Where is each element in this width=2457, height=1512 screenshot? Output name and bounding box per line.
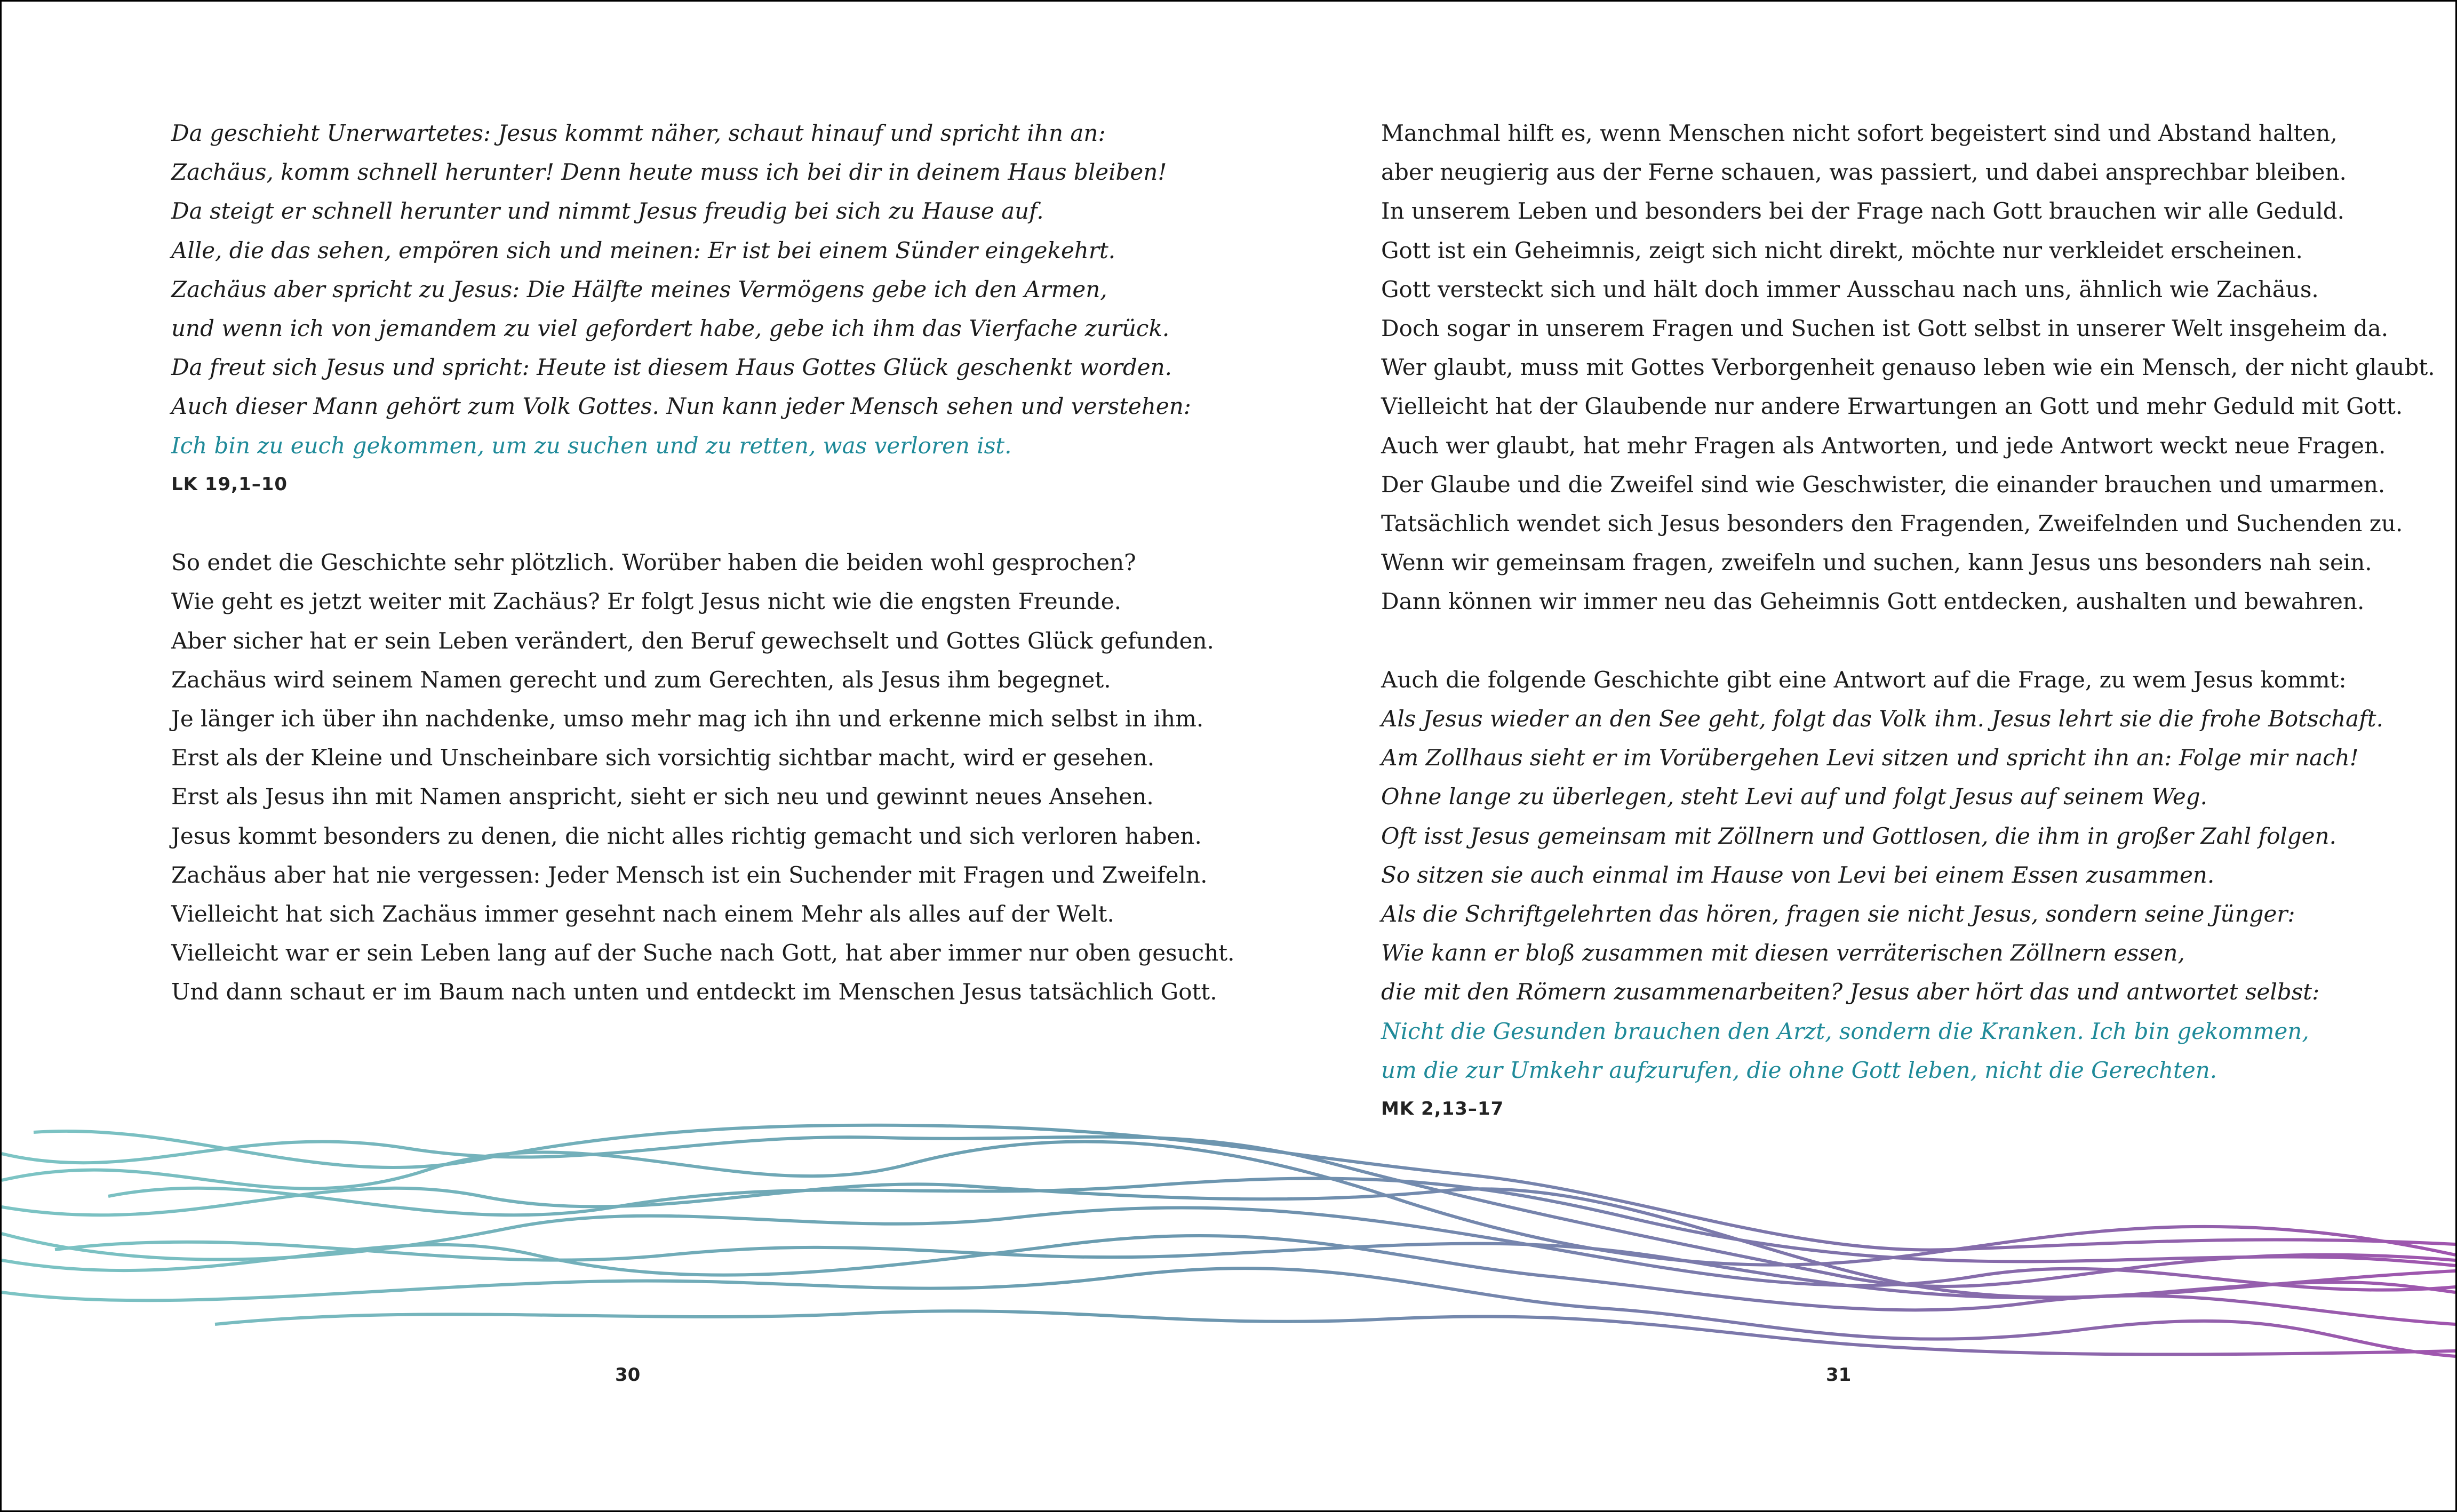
quote-line: Auch dieser Mann gehört zum Volk Gottes. Nun kann jeder Mensch sehen und verstehen: (171, 393, 1191, 420)
body-line: Erst als Jesus ihn mit Namen anspricht, sieht er sich neu und gewinnt neues Ansehen. (171, 783, 1154, 810)
quote-line: Als Jesus wieder an den See geht, folgt das Volk ihm. Jesus lehrt sie die frohe Botschaft. (1381, 706, 2383, 732)
body-line: In unserem Leben und besonders bei der Frage nach Gott brauchen wir alle Geduld. (1381, 198, 2344, 225)
body-line: Manchmal hilft es, wenn Menschen nicht sofort begeistert sind und Abstand halten, (1381, 120, 2338, 146)
quote-line: Wie kann er bloß zusammen mit diesen verräterischen Zöllnern essen, (1381, 940, 2185, 966)
body-line: Vielleicht hat der Glaubende nur andere Erwartungen an Gott und mehr Geduld mit Gott. (1381, 393, 2403, 420)
quote-line: Da freut sich Jesus und spricht: Heute ist diesem Haus Gottes Glück geschenkt worden. (171, 354, 1172, 381)
quote-line: Da geschieht Unerwartetes: Jesus kommt näher, schaut hinauf und spricht ihn an: (171, 120, 1106, 146)
quote-line: und wenn ich von jemandem zu viel gefordert habe, gebe ich ihm das Vierfache zurück. (171, 315, 1170, 342)
page-number: 31 (1826, 1364, 1852, 1386)
right-page-text (1381, 114, 2435, 1129)
highlight-quote: Nicht die Gesunden brauchen den Arzt, sondern die Kranken. Ich bin gekommen, (1381, 1018, 2309, 1044)
body-line: So endet die Geschichte sehr plötzlich. Worüber haben die beiden wohl gesprochen? (171, 549, 1136, 576)
body-line: Wie geht es jetzt weiter mit Zachäus? Er folgt Jesus nicht wie die engsten Freunde. (171, 588, 1121, 615)
body-line: Wer glaubt, muss mit Gottes Verborgenheit genauso leben wie ein Mensch, der nicht glaubt. (1381, 354, 2435, 381)
bible-reference: MK 2,13–17 (1381, 1098, 1504, 1120)
left-page-text (171, 114, 1235, 1012)
body-line: Dann können wir immer neu das Geheimnis Gott entdecken, aushalten und bewahren. (1381, 588, 2365, 615)
quote-line: So sitzen sie auch einmal im Hause von Levi bei einem Essen zusammen. (1381, 861, 2215, 888)
body-line: Jesus kommt besonders zu denen, die nicht alles richtig gemacht und sich verloren haben. (171, 822, 1202, 849)
body-line: Vielleicht war er sein Leben lang auf der Suche nach Gott, hat aber immer nur oben gesucht. (171, 940, 1235, 966)
page-number: 30 (615, 1364, 641, 1386)
body-line: Gott ist ein Geheimnis, zeigt sich nicht direkt, möchte nur verkleidet erscheinen. (1381, 237, 2303, 263)
body-line: aber neugierig aus der Ferne schauen, was passiert, und dabei ansprechbar bleiben. (1381, 159, 2347, 186)
quote-line: Zachäus aber spricht zu Jesus: Die Hälfte meines Vermögens gebe ich den Armen, (171, 276, 1107, 302)
body-line: Auch wer glaubt, hat mehr Fragen als Antworten, und jede Antwort weckt neue Fragen. (1381, 432, 2386, 459)
quote-line: Alle, die das sehen, empören sich und meinen: Er ist bei einem Sünder eingekehrt. (171, 237, 1116, 263)
body-line: Aber sicher hat er sein Leben verändert, den Beruf gewechselt und Gottes Glück gefunden. (171, 627, 1214, 654)
body-line: Doch sogar in unserem Fragen und Suchen ist Gott selbst in unserer Welt insgeheim da. (1381, 315, 2389, 342)
body-line: Tatsächlich wendet sich Jesus besonders den Fragenden, Zweifelnden und Suchenden zu. (1381, 510, 2403, 537)
quote-line: Zachäus, komm schnell herunter! Denn heute muss ich bei dir in deinem Haus bleiben! (171, 159, 1167, 186)
body-line: Zachäus aber hat nie vergessen: Jeder Mensch ist ein Suchender mit Fragen und Zweifeln. (171, 861, 1208, 888)
body-line: Und dann schaut er im Baum nach unten und entdeckt im Menschen Jesus tatsächlich Gott. (171, 979, 1217, 1005)
body-line: Der Glaube und die Zweifel sind wie Geschwister, die einander brauchen und umarmen. (1381, 471, 2386, 498)
intro-line: Auch die folgende Geschichte gibt eine Antwort auf die Frage, zu wem Jesus kommt: (1381, 666, 2347, 693)
quote-line: Da steigt er schnell herunter und nimmt Jesus freudig bei sich zu Hause auf. (171, 198, 1044, 225)
body-line: Vielleicht hat sich Zachäus immer gesehnt nach einem Mehr als alles auf der Welt. (171, 901, 1114, 927)
bible-reference: LK 19,1–10 (171, 473, 288, 495)
quote-line: Am Zollhaus sieht er im Vorübergehen Levi sitzen und spricht ihn an: Folge mir nach! (1381, 745, 2359, 771)
quote-line: Ohne lange zu überlegen, steht Levi auf und folgt Jesus auf seinem Weg. (1381, 783, 2207, 810)
quote-line: Als die Schriftgelehrten das hören, fragen sie nicht Jesus, sondern seine Jünger: (1381, 901, 2295, 927)
body-line: Erst als der Kleine und Unscheinbare sich vorsichtig sichtbar macht, wird er gesehen. (171, 745, 1155, 771)
highlight-quote: um die zur Umkehr aufzurufen, die ohne Gott leben, nicht die Gerechten. (1381, 1057, 2217, 1083)
body-line: Zachäus wird seinem Namen gerecht und zum Gerechten, als Jesus ihm begegnet. (171, 666, 1111, 693)
body-line: Gott versteckt sich und hält doch immer Ausschau nach uns, ähnlich wie Zachäus. (1381, 276, 2319, 302)
body-line: Wenn wir gemeinsam fragen, zweifeln und suchen, kann Jesus uns besonders nah sein. (1381, 549, 2372, 576)
quote-line: die mit den Römern zusammenarbeiten? Jesus aber hört das und antwortet selbst: (1381, 979, 2320, 1005)
wave-lines-decoration (2, 1100, 2455, 1388)
quote-line: Oft isst Jesus gemeinsam mit Zöllnern und Gottlosen, die ihm in großer Zahl folgen. (1381, 822, 2336, 849)
body-line: Je länger ich über ihn nachdenke, umso mehr mag ich ihn und erkenne mich selbst in ihm. (171, 706, 1204, 732)
highlight-quote: Ich bin zu euch gekommen, um zu suchen und zu retten, was verloren ist. (171, 432, 1012, 459)
